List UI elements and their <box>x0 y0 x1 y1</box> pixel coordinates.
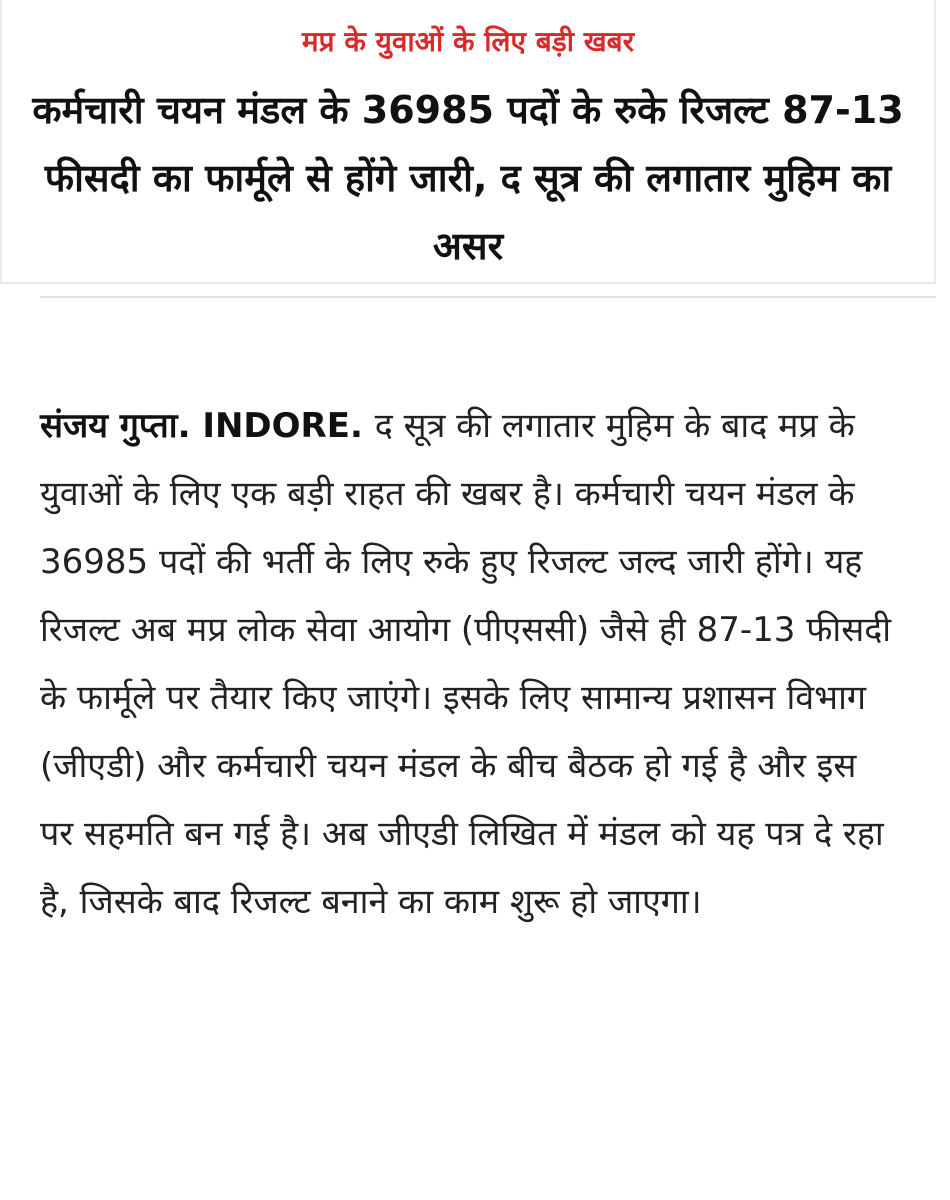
article-headline: कर्मचारी चयन मंडल के 36985 पदों के रुके रिजल्ट 87-13 फीसदी का फार्मूले से होंगे जारी, द सूत्र की लगातार मुहिम का असर <box>32 88 904 268</box>
header-divider <box>40 296 936 298</box>
article-byline: संजय गुप्ता. INDORE. <box>40 406 375 446</box>
article-body <box>40 392 900 936</box>
article-body-text: द सूत्र की लगातार मुहिम के बाद मप्र के युवाओं के लिए एक बड़ी राहत की खबर है। कर्मचारी चयन मंडल के 36985 पदों की भर्ती के लिए रुके हुए रिजल्ट जल्द जारी होंगे। यह रिजल्ट अब मप्र लोक सेवा आयोग (पीएससी) जैसे ही 87-13 फीसदी के फार्मूले पर तैयार किए जाएंगे। इसके लिए सामान्य प्रशासन विभाग (जीएडी) और कर्मचारी चयन मंडल के बीच बैठक हो गई है और इस पर सहमति बन गई है। अब जीएडी लिखित में मंडल को यह पत्र दे रहा है, जिसके बाद रिजल्ट बनाने का काम शुरू हो जाएगा। <box>40 406 892 922</box>
article-header <box>0 0 936 284</box>
article-kicker: मप्र के युवाओं के लिए बड़ी खबर <box>301 25 635 58</box>
